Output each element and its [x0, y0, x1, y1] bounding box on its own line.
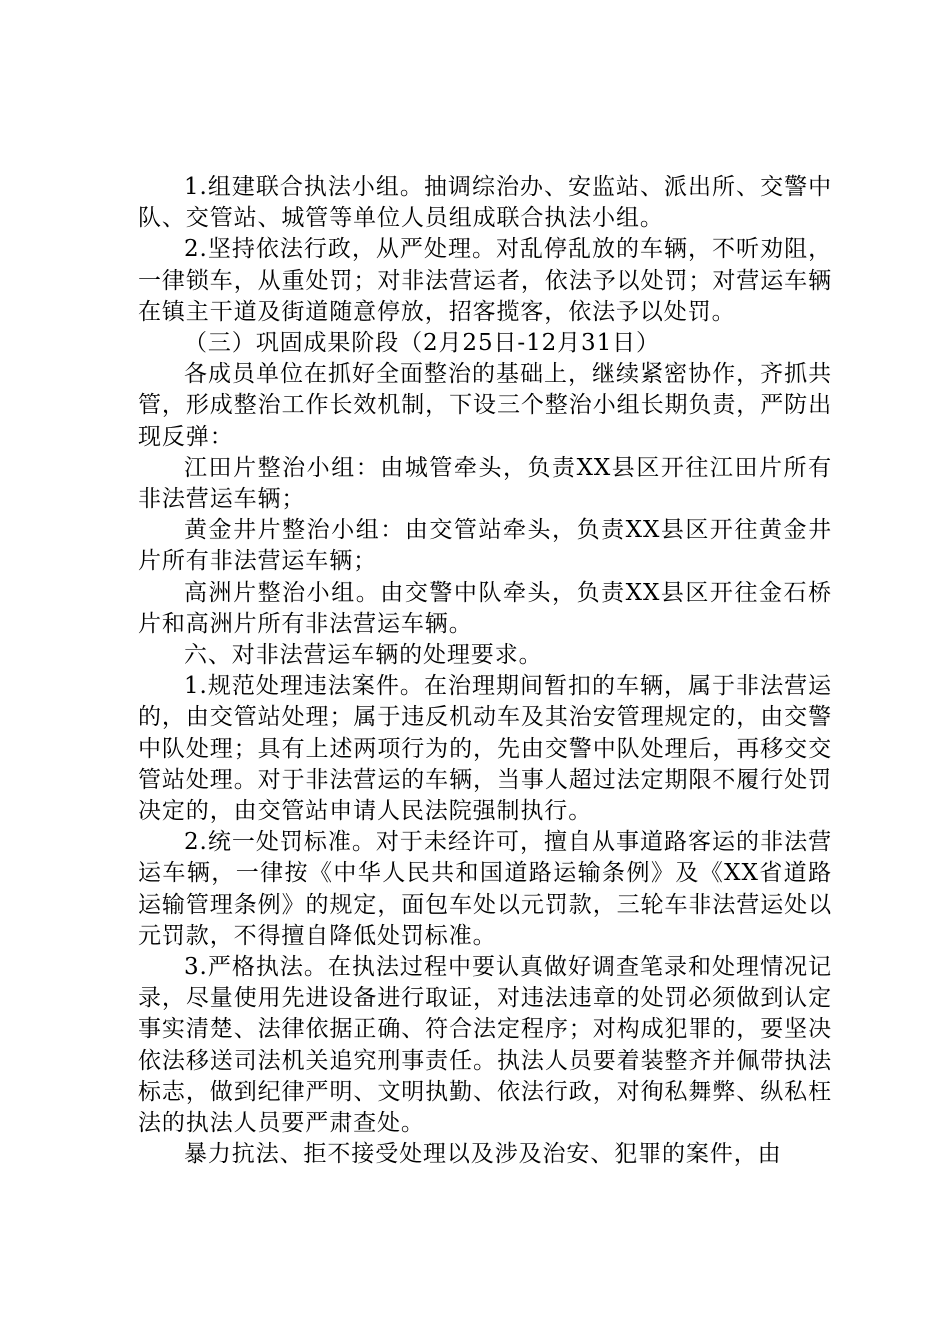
paragraph-form-joint-team: 1.组建联合执法小组。抽调综治办、安监站、派出所、交警中队、交管站、城管等单位人员组成联合执法小组。 [138, 174, 832, 232]
paragraph-strict-handling: 2.坚持依法行政，从严处理。对乱停乱放的车辆，不听劝阻，一律锁车，从重处罚；对非法营运者，依法予以处罚；对营运车辆在镇主干道及街道随意停放，招客揽客，依法予以处罚。 [138, 236, 832, 325]
paragraph-strict-enforcement: 3.严格执法。在执法过程中要认真做好调查笔录和处理情况记录，尽量使用先进设备进行取证，对违法违章的处罚必须做到认定事实清楚、法律依据正确、符合法定程序；对构成犯罪的，要坚决依法移送司法机关追究刑事责任。执法人员要着装整齐并佩带执法标志，做到纪律严明、文明执勤、依法行政，对徇私舞弊、纵私枉法的执法人员要严肃查处。 [138, 954, 832, 1137]
paragraph-huangjinjing-group: 黄金井片整治小组：由交管站牵头，负责XX县区开往黄金井片所有非法营运车辆； [138, 517, 832, 575]
paragraph-standardize-cases: 1.规范处理违法案件。在治理期间暂扣的车辆，属于非法营运的，由交管站处理；属于违反机动车及其治安管理规定的，由交警中队处理；具有上述两项行为的，先由交警中队处理后，再移交交管站处理。对于非法营运的车辆，当事人超过法定期限不履行处罚决定的，由交管站申请人民法院强制执行。 [138, 673, 832, 825]
paragraph-gaozhou-group: 高洲片整治小组。由交警中队牵头，负责XX县区开往金石桥片和高洲片所有非法营运车辆。 [138, 579, 832, 637]
paragraph-stage-three-heading: （三）巩固成果阶段（2月25日-12月31日） [184, 330, 660, 357]
paragraph-violent-resistance: 暴力抗法、拒不接受处理以及涉及治安、犯罪的案件，由 [184, 1141, 782, 1168]
paragraph-long-term-mechanism: 各成员单位在抓好全面整治的基础上，继续紧密协作，齐抓共管，形成整治工作长效机制，下设三个整治小组长期负责，严防出现反弹： [138, 361, 832, 450]
paragraph-section-six-heading: 六、对非法营运车辆的处理要求。 [184, 642, 543, 669]
paragraph-jiangtian-group: 江田片整治小组：由城管牵头，负责XX县区开往江田片所有非法营运车辆； [138, 454, 832, 513]
paragraph-unified-penalty: 2.统一处罚标准。对于未经许可，擅自从事道路客运的非法营运车辆，一律按《中华人民共和国道路运输条例》及《XX省道路运输管理条例》的规定，面包车处以元罚款，三轮车非法营运处以元罚款，不得擅自降低处罚标准。 [138, 829, 832, 949]
document-body [138, 172, 832, 1171]
